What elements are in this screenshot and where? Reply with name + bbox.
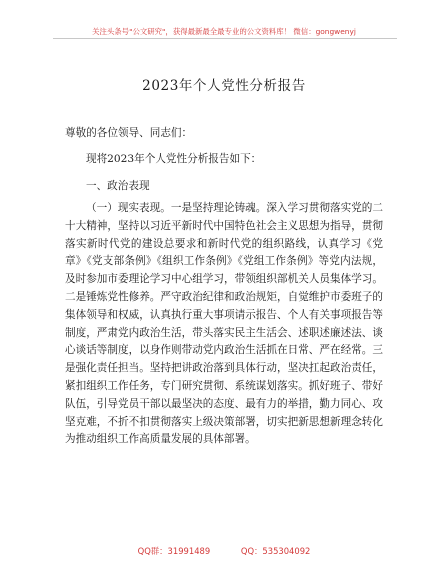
intro-line: 现将2023年个人党性分析报告如下：	[86, 153, 262, 165]
header-banner: 关注头条号"公文研究"，获得最新最全最专业的公文资料库！ 微信：gongwenyj	[92, 27, 356, 36]
body-paragraph: （一）现实表现。一是坚持理论铸魂。深入学习贯彻落实党的二十大精神，坚持以习近平新时代中国特色社会主义思想为指导，贯彻落实新时代党的建设总要求和新时代党的组织路线，认真学习《党章》《党支部条例》《组织工作条例》《党组工作条例》等党内法规，及时参加市委理论学习中心组学习，带领组织部机关人员集体学习。二是锤炼党性修养。严守政治纪律和政治规矩，自觉维护市委班子的集体领导和权威，认真执行重大事项请示报告、个人有关事项报告等制度，严肃党内政治生活，带头落实民主生活会、述职述廉述法、谈心谈话等制度，以身作则带动党内政治生活抓在日常、严在经常。三是强化责任担当。坚持把讲政治落到具体行动，坚决扛起政治责任，紧扣组织工作任务，专门研究贯彻、系统谋划落实。抓好班子、带好队伍，引导党员干部以最坚决的态度、最有力的举措，勤力同心、攻坚克难，不折不扣贯彻落实上级决策部署，切实把新思想新理念转化为推动组织工作高质量发展的具体部署。	[65, 202, 383, 446]
document-title: 2023年个人党性分析报告	[142, 78, 306, 94]
footer-contact	[0, 545, 448, 557]
footer-qq: QQ：535304092	[240, 546, 311, 556]
header-divider	[53, 38, 397, 39]
footer-qq-group: QQ群：31991489	[137, 546, 211, 556]
salutation: 尊敬的各位领导、同志们：	[65, 127, 193, 139]
section-heading: 一、政治表现	[86, 180, 150, 192]
